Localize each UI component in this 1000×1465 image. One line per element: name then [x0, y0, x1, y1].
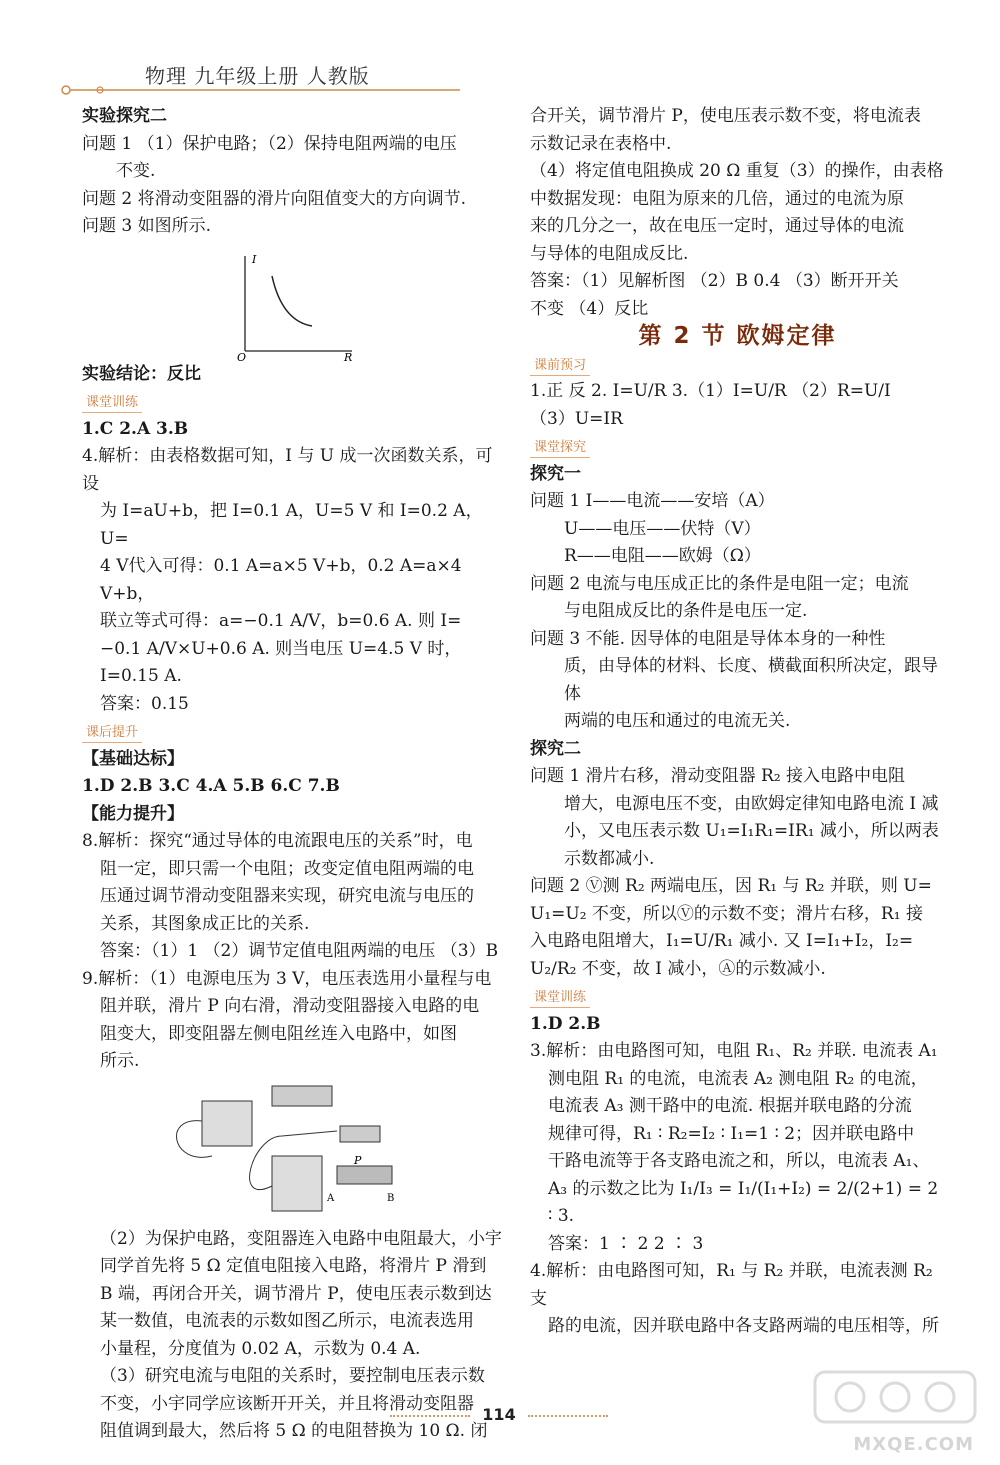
text-line: 同学首先将 5 Ω 定值电阻接入电路，将滑片 P 滑到 — [100, 1256, 487, 1276]
text-line: 关系，其图象成正比的关系. — [100, 913, 310, 934]
text-line: 实验探究二 — [82, 106, 167, 126]
text-line: 干路电流等于各支路电流之和，所以，电流表 A₁、 — [548, 1151, 930, 1171]
text-line: 示数记录在表格中. — [530, 133, 672, 154]
text-line: 联立等式可得：a=−0.1 A/V，b=0.6 A. 则 I= — [100, 611, 462, 631]
text-line: 不变，小宇同学应该断开开关，并且将滑动变阻器 — [100, 1393, 474, 1414]
left-column — [82, 103, 502, 1446]
text-line: 【能力提升】 — [82, 803, 184, 824]
text-line: 答案：0.15 — [100, 693, 189, 714]
text-line: 路的电流，因并联电路中各支路两端的电压相等，所 — [548, 1316, 939, 1336]
text-line: 不变 （4）反比 — [530, 298, 649, 319]
text-line: 阻一定，即只需一个电阻；改变定值电阻两端的电 — [100, 858, 474, 879]
text-line: 1.正 反 2. I=U/R 3.（1）I=U/R （2）R=U/I — [530, 381, 891, 401]
section-tag: 课后提升 — [82, 724, 142, 743]
text-line: A₃ 的示数之比为 I₁/I₃ = I₁/(I₁+I₂) = 2/(2+1) = 2 ∶ 3. — [548, 1178, 939, 1226]
text-line: 问题 3 不能. 因导体的电阻是导体本身的一种性 — [530, 628, 886, 649]
svg-text:R: R — [344, 350, 353, 361]
text-line: 入电路电阻增大，I₁=U/R₁ 减小. 又 I=I₁+I₂，I₂= — [530, 931, 914, 951]
text-line: 9.解析：（1）电源电压为 3 V，电压表选用小量程与电 — [82, 968, 492, 989]
text-line: 问题 1 I——电流——安培（A） — [530, 491, 775, 511]
text-line: B 端，再闭合开关，调节滑片 P，使电压表示数到达 — [100, 1283, 492, 1304]
text-line: 测电阻 R₁ 的电流，电流表 A₂ 测电阻 R₂ 的电流， — [548, 1068, 928, 1089]
text-line: 阻值调到最大，然后将 5 Ω 的电阻替换为 10 Ω. 闭 — [100, 1421, 488, 1441]
text-line: I=0.15 A. — [100, 666, 182, 686]
text-line: 小量程，分度值为 0.02 A，示数为 0.4 A. — [100, 1338, 421, 1359]
watermark-logo-icon — [810, 1367, 980, 1427]
text-line: 问题 2 电流与电压成正比的条件是电阻一定；电流 — [530, 573, 909, 594]
svg-text:B: B — [387, 1192, 395, 1204]
section-tag: 课堂探究 — [530, 439, 590, 458]
text-line: 【基础达标】 — [82, 748, 184, 769]
circuit-photo — [82, 1076, 502, 1226]
right-column — [530, 103, 945, 1341]
text-line: （3）U=IR — [530, 408, 623, 429]
section-tag: 课前预习 — [530, 357, 590, 376]
text-line: 示数都减小. — [564, 848, 655, 869]
text-line: 1.C 2.A 3.B — [82, 418, 189, 439]
text-line: 为 I=aU+b，把 I=0.1 A，U=5 V 和 I=0.2 A，U= — [100, 501, 483, 549]
text-line: 答案：（1）1 （2）调节定值电阻两端的电压 （3）B — [100, 941, 499, 961]
text-line: （2）为保护电路，变阻器连入电路中电阻最大，小宇 — [100, 1228, 502, 1249]
text-line: （4）将定值电阻换成 20 Ω 重复（3）的操作，由表格 — [530, 161, 944, 181]
text-line: 答案：（1）见解析图 （2）B 0.4 （3）断开开关 — [530, 271, 899, 291]
text-line: 小，又电压表示数 U₁=I₁R₁=IR₁ 减小，所以两表 — [564, 821, 939, 841]
text-line: 问题 1 滑片右移，滑动变阻器 R₂ 接入电路中电阻 — [530, 766, 906, 786]
text-line: 4.解析：由电路图可知，R₁ 与 R₂ 并联，电流表测 R₂ 支 — [530, 1261, 933, 1309]
svg-text:P: P — [354, 1153, 362, 1167]
text-line: 4.解析：由表格数据可知，I 与 U 成一次函数关系，可设 — [82, 446, 493, 494]
text-line: 实验结论：反比 — [82, 363, 201, 384]
text-line: U₂/R₂ 不变，故 I 减小，Ⓐ的示数减小. — [530, 958, 826, 979]
watermark-text: MXQE.COM — [853, 1434, 974, 1455]
svg-text:O: O — [237, 350, 247, 361]
text-line: −0.1 A/V×U+0.6 A. 则当电压 U=4.5 V 时， — [100, 638, 462, 659]
text-line: 中数据发现：电阻为原来的几倍，通过的电流为原 — [530, 188, 904, 209]
text-line: （3）研究电流与电阻的关系时，要控制电压表示数 — [100, 1366, 485, 1386]
inverse-graph — [82, 241, 502, 361]
page-number: 114 — [482, 1405, 516, 1424]
text-line: U₁=U₂ 不变，所以Ⓥ的示数不变；滑片右移，R₁ 接 — [530, 903, 923, 924]
text-line: 3.解析：由电路图可知，电阻 R₁、R₂ 并联. 电流表 A₁ — [530, 1041, 938, 1061]
text-line: 增大，电源电压不变，由欧姆定律知电路电流 I 减 — [564, 793, 939, 814]
text-line: 探究二 — [530, 738, 581, 759]
text-line: U——电压——伏特（V） — [564, 518, 761, 539]
text-line: 问题 2 Ⓥ测 R₂ 两端电压，因 R₁ 与 R₂ 并联，则 U= — [530, 876, 932, 896]
text-line: 问题 1 （1）保护电路；（2）保持电阻两端的电压 — [82, 133, 457, 154]
text-line: R——电阻——欧姆（Ω） — [564, 546, 761, 566]
text-line: 1.D 2.B 3.C 4.A 5.B 6.C 7.B — [82, 776, 340, 796]
watermark — [810, 1367, 980, 1457]
section-tag: 课堂训练 — [82, 394, 142, 413]
text-line: 压通过调节滑动变阻器来实现，研究电流与电压的 — [100, 886, 474, 906]
page-dots-left — [390, 1415, 470, 1417]
text-line: 阻变大，即变阻器左侧电阻丝连入电路中，如图 — [100, 1023, 457, 1044]
svg-text:A: A — [327, 1192, 335, 1204]
text-line: 所示. — [100, 1051, 140, 1071]
text-line: 规律可得，R₁ ∶ R₂=I₂ ∶ I₁=1 ∶ 2；因并联电路中 — [548, 1123, 915, 1144]
header-decoration — [60, 80, 460, 100]
text-line: 4 V代入可得：0.1 A=a×5 V+b，0.2 A=a×4 V+b， — [100, 556, 462, 604]
text-line: 来的几分之一，故在电压一定时，通过导体的电流 — [530, 216, 904, 236]
text-line: 问题 3 如图所示. — [82, 216, 212, 236]
text-line: 质，由导体的材料、长度、横截面积所决定，跟导体 — [564, 656, 938, 704]
text-line: 答案：1 ∶ 2 2 ∶ 3 — [548, 1233, 704, 1254]
text-line: 某一数值，电流表的示数如图乙所示，电流表选用 — [100, 1311, 474, 1331]
section-tag: 课堂训练 — [530, 989, 590, 1008]
text-line: 不变. — [116, 161, 156, 181]
text-line: 合开关，调节滑片 P，使电压表示数不变，将电流表 — [530, 106, 921, 126]
text-line: 与电阻成反比的条件是电压一定. — [564, 601, 808, 621]
page-dots-right — [528, 1415, 608, 1417]
text-line: 阻并联，滑片 P 向右滑，滑动变阻器接入电路的电 — [100, 996, 480, 1016]
text-line: 问题 2 将滑动变阻器的滑片向阻值变大的方向调节. — [82, 188, 467, 209]
svg-text:I: I — [252, 252, 257, 266]
text-line: 1.D 2.B — [530, 1013, 601, 1034]
page-header: 物理 九年级上册 人教版 — [145, 64, 370, 88]
text-line: 电流表 A₃ 测干路中的电流. 根据并联电路的分流 — [548, 1096, 912, 1116]
text-line: 两端的电压和通过的电流无关. — [564, 711, 791, 731]
text-line: 探究一 — [530, 463, 581, 484]
text-line: 8.解析：探究“通过导体的电流跟电压的关系”时，电 — [82, 831, 473, 851]
text-line: 与导体的电阻成反比. — [530, 243, 689, 264]
section-title: 第 2 节 欧姆定律 — [638, 323, 837, 349]
